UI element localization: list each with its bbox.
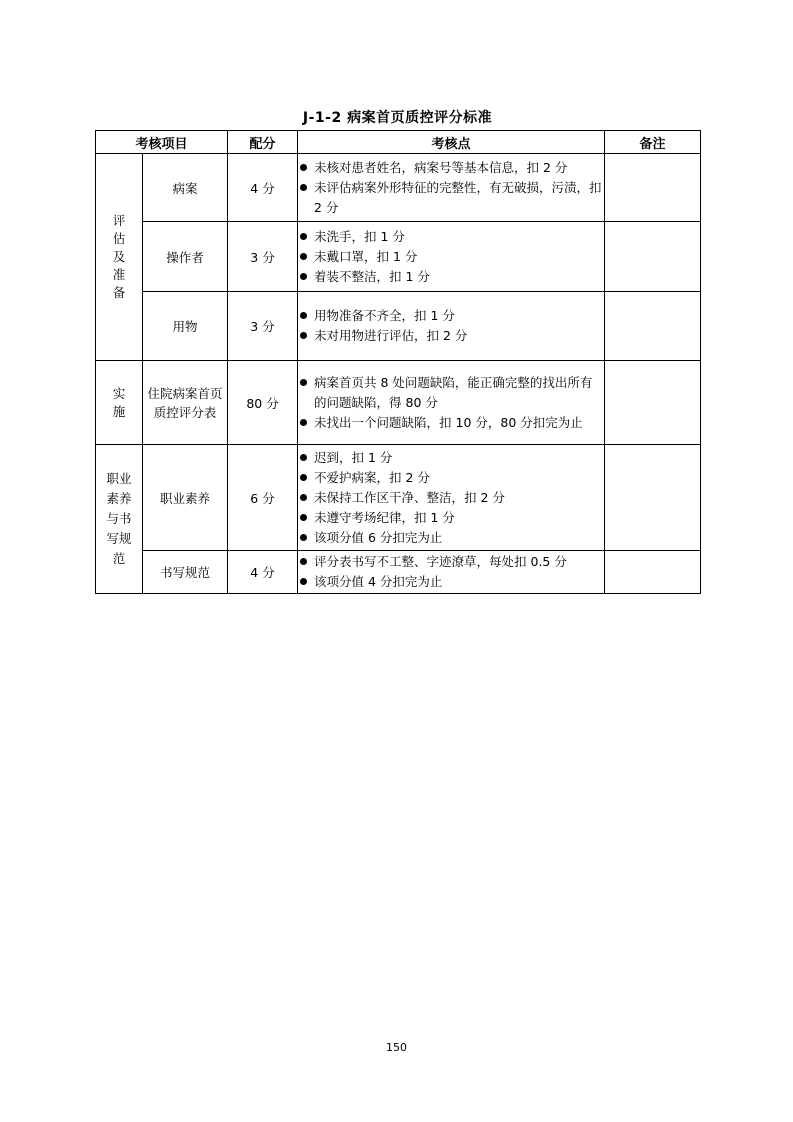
sub-item-cell: 住院病案首页质控评分表: [143, 361, 228, 445]
bullet-icon: [300, 454, 307, 461]
page-title: J-1-2 病案首页质控评分标准: [302, 110, 493, 126]
list-item: 未遵守考场纪律，扣 1 分: [298, 508, 604, 528]
header-item: 考核项目: [96, 131, 228, 154]
category-label: 实施: [112, 385, 126, 419]
page-number: 150: [386, 1041, 407, 1054]
bullet-icon: [300, 332, 307, 339]
list-item: 不爱护病案，扣 2 分: [298, 468, 604, 488]
category-cell: [96, 361, 143, 445]
list-item: 着装不整洁，扣 1 分: [298, 267, 604, 287]
points-cell: [298, 445, 605, 551]
bullet-icon: [300, 273, 307, 280]
header-remarks: 备注: [605, 131, 701, 154]
points-cell: [298, 361, 605, 445]
bullet-icon: [300, 184, 307, 191]
score-cell: 3 分: [228, 222, 298, 292]
table-row: [96, 361, 701, 445]
table-row: [96, 292, 701, 361]
header-score: 配分: [228, 131, 298, 154]
list-item: 该项分值 4 分扣完为止: [298, 572, 604, 592]
bullet-icon: [300, 312, 307, 319]
sub-item-cell: 用物: [143, 292, 228, 361]
list-item: 该项分值 6 分扣完为止: [298, 528, 604, 548]
list-item: 未核对患者姓名，病案号等基本信息，扣 2 分: [298, 158, 604, 178]
list-item: 用物准备不齐全，扣 1 分: [298, 306, 604, 326]
bullet-icon: [300, 534, 307, 541]
list-item: 未戴口罩，扣 1 分: [298, 247, 604, 267]
list-item: 病案首页共 8 处问题缺陷，能正确完整的找出所有的问题缺陷，得 80 分: [298, 373, 604, 413]
list-item: 未评估病案外形特征的完整性，有无破损，污渍，扣 2 分: [298, 178, 604, 218]
remarks-cell: [605, 154, 701, 222]
category-label: 评估及准备: [112, 213, 126, 300]
bullet-icon: [300, 419, 307, 426]
category-label: 职业素养与书写规范: [106, 471, 132, 566]
category-cell: [96, 154, 143, 361]
bullet-icon: [300, 514, 307, 521]
score-cell: 4 分: [228, 551, 298, 594]
grading-table: [95, 130, 701, 594]
bullet-icon: [300, 379, 307, 386]
score-cell: 6 分: [228, 445, 298, 551]
list-item: 迟到，扣 1 分: [298, 448, 604, 468]
table-row: [96, 551, 701, 594]
remarks-cell: [605, 361, 701, 445]
sub-item-cell: 操作者: [143, 222, 228, 292]
remarks-cell: [605, 292, 701, 361]
points-cell: [298, 154, 605, 222]
remarks-cell: [605, 222, 701, 292]
sub-item-cell: 职业素养: [143, 445, 228, 551]
table-header-row: [96, 131, 701, 154]
table-row: [96, 154, 701, 222]
table-row: [96, 222, 701, 292]
list-item: 未对用物进行评估，扣 2 分: [298, 326, 604, 346]
list-item: 未保持工作区干净、整洁，扣 2 分: [298, 488, 604, 508]
points-cell: [298, 551, 605, 594]
bullet-icon: [300, 233, 307, 240]
points-cell: [298, 222, 605, 292]
bullet-icon: [300, 558, 307, 565]
category-cell: [96, 445, 143, 594]
score-cell: 3 分: [228, 292, 298, 361]
header-points: 考核点: [298, 131, 605, 154]
remarks-cell: [605, 445, 701, 551]
bullet-icon: [300, 164, 307, 171]
table-row: [96, 445, 701, 551]
list-item: 评分表书写不工整、字迹潦草，每处扣 0.5 分: [298, 552, 604, 572]
bullet-icon: [300, 494, 307, 501]
list-item: 未洗手，扣 1 分: [298, 227, 604, 247]
score-cell: 4 分: [228, 154, 298, 222]
bullet-icon: [300, 578, 307, 585]
points-cell: [298, 292, 605, 361]
score-cell: 80 分: [228, 361, 298, 445]
bullet-icon: [300, 474, 307, 481]
remarks-cell: [605, 551, 701, 594]
sub-item-cell: 书写规范: [143, 551, 228, 594]
sub-item-cell: 病案: [143, 154, 228, 222]
bullet-icon: [300, 253, 307, 260]
list-item: 未找出一个问题缺陷，扣 10 分，80 分扣完为止: [298, 413, 604, 433]
